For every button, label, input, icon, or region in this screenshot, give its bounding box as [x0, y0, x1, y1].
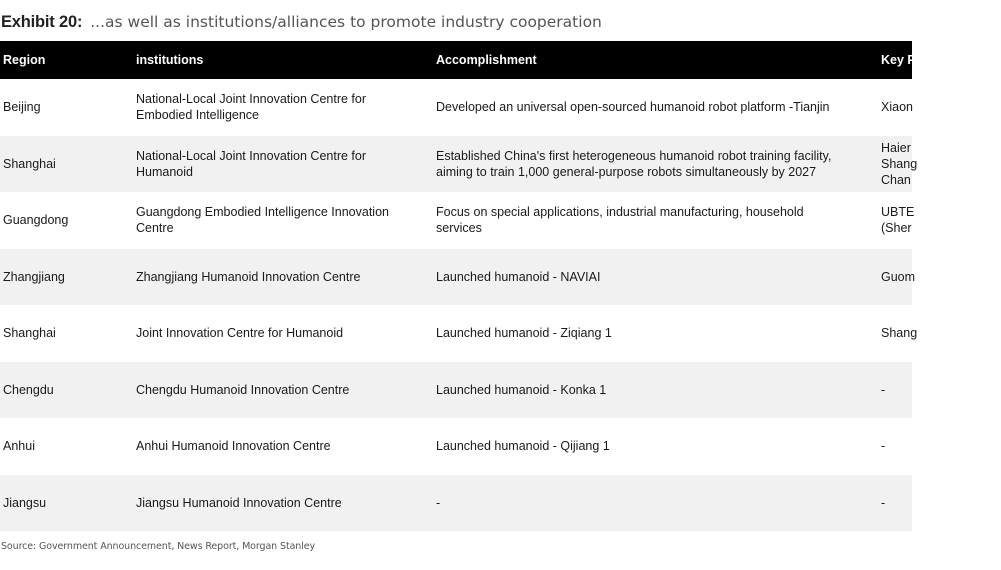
cell-region [3, 249, 128, 306]
cell-line: aiming to train 1,000 general-purpose robots simultaneously by 2027 [436, 164, 817, 179]
cell-line: Guangdong [3, 213, 69, 228]
cell-line: Anhui [3, 439, 35, 454]
cell-accomplishment [436, 305, 866, 362]
cell-institution [136, 192, 416, 249]
cell-line: - [881, 382, 886, 397]
cell-line: Launched humanoid - NAVIAI [436, 269, 601, 284]
cell-line: Beijing [3, 100, 41, 115]
cell-key-players [881, 192, 1001, 249]
cell-line: Focus on special applications, industrial manufacturing, household [436, 205, 804, 220]
cell-line: Shang [881, 156, 918, 171]
cell-key-players [881, 249, 1001, 306]
cell-region [3, 305, 128, 362]
table-row [0, 79, 912, 136]
table-header [0, 41, 916, 79]
cell-line: Guangdong Embodied Intelligence Innovation [136, 205, 389, 220]
cell-key-players [881, 418, 1001, 475]
cell-line: - [436, 495, 441, 510]
cell-institution [136, 418, 416, 475]
cell-line: Jiangsu [3, 495, 47, 510]
cell-region [3, 136, 128, 193]
cell-accomplishment [436, 136, 866, 193]
header-region: Region [3, 53, 46, 67]
cell-line: Chengdu Humanoid Innovation Centre [136, 382, 350, 397]
cell-line: Chan [881, 172, 911, 187]
table-body [0, 79, 918, 531]
cell-line: UBTE [881, 205, 915, 220]
institutions-table [0, 41, 918, 531]
cell-line: Jiangsu Humanoid Innovation Centre [136, 495, 342, 510]
cell-line: Launched humanoid - Konka 1 [436, 382, 607, 397]
cell-line: Guom [881, 269, 916, 284]
exhibit-label: Exhibit 20: [1, 13, 83, 31]
table-row [0, 192, 915, 249]
cell-key-players [881, 475, 1001, 532]
header-key-players: Key P [881, 53, 916, 67]
cell-institution [136, 475, 416, 532]
cell-key-players [881, 136, 1001, 193]
source-note: Source: Government Announcement, News Report, Morgan Stanley [1, 541, 316, 552]
cell-line: National-Local Joint Innovation Centre for [136, 92, 366, 107]
cell-institution [136, 362, 416, 419]
header-accomplishment: Accomplishment [436, 53, 537, 67]
header-institutions: institutions [136, 53, 204, 67]
cell-line: Zhangjiang [3, 269, 65, 284]
table-row [0, 305, 918, 362]
cell-accomplishment [436, 418, 866, 475]
cell-line: - [881, 439, 886, 454]
cell-line: Developed an universal open-sourced humanoid robot platform -Tianjin [436, 100, 830, 115]
table-row [0, 136, 918, 193]
cell-line: Xiaon [881, 100, 913, 115]
cell-accomplishment [436, 475, 866, 532]
cell-line: Zhangjiang Humanoid Innovation Centre [136, 269, 361, 284]
cell-institution [136, 249, 416, 306]
cell-accomplishment [436, 192, 866, 249]
cell-region [3, 475, 128, 532]
cell-line: services [436, 221, 482, 236]
table-row [0, 475, 912, 532]
exhibit-title-text: ...as well as institutions/alliances to promote industry cooperation [90, 13, 602, 31]
cell-institution [136, 305, 416, 362]
cell-line: Shang [881, 326, 918, 341]
cell-line: Chengdu [3, 382, 54, 397]
table-row [0, 362, 912, 419]
cell-line: - [881, 495, 886, 510]
cell-key-players [881, 305, 1001, 362]
cell-line: Launched humanoid - Qijiang 1 [436, 439, 610, 454]
cell-line: Shanghai [3, 326, 56, 341]
cell-region [3, 362, 128, 419]
cell-institution [136, 136, 416, 193]
cell-region [3, 79, 128, 136]
cell-line: Launched humanoid - Ziqiang 1 [436, 326, 612, 341]
cell-accomplishment [436, 249, 866, 306]
cell-line: Anhui Humanoid Innovation Centre [136, 439, 331, 454]
cell-line: Embodied Intelligence [136, 108, 259, 123]
cell-line: Established China's first heterogeneous humanoid robot training facility, [436, 148, 832, 163]
cell-region [3, 192, 128, 249]
table-row [0, 249, 916, 306]
exhibit-title [1, 11, 602, 33]
cell-line: (Sher [881, 221, 912, 236]
cell-accomplishment [436, 79, 866, 136]
cell-line: Shanghai [3, 156, 56, 171]
cell-line: National-Local Joint Innovation Centre for [136, 148, 366, 163]
table-row [0, 418, 912, 475]
cell-line: Haier [881, 140, 911, 155]
cell-line: Humanoid [136, 164, 193, 179]
cell-institution [136, 79, 416, 136]
cell-accomplishment [436, 362, 866, 419]
cell-line: Centre [136, 221, 174, 236]
cell-key-players [881, 79, 1001, 136]
cell-key-players [881, 362, 1001, 419]
cell-region [3, 418, 128, 475]
cell-line: Joint Innovation Centre for Humanoid [136, 326, 344, 341]
